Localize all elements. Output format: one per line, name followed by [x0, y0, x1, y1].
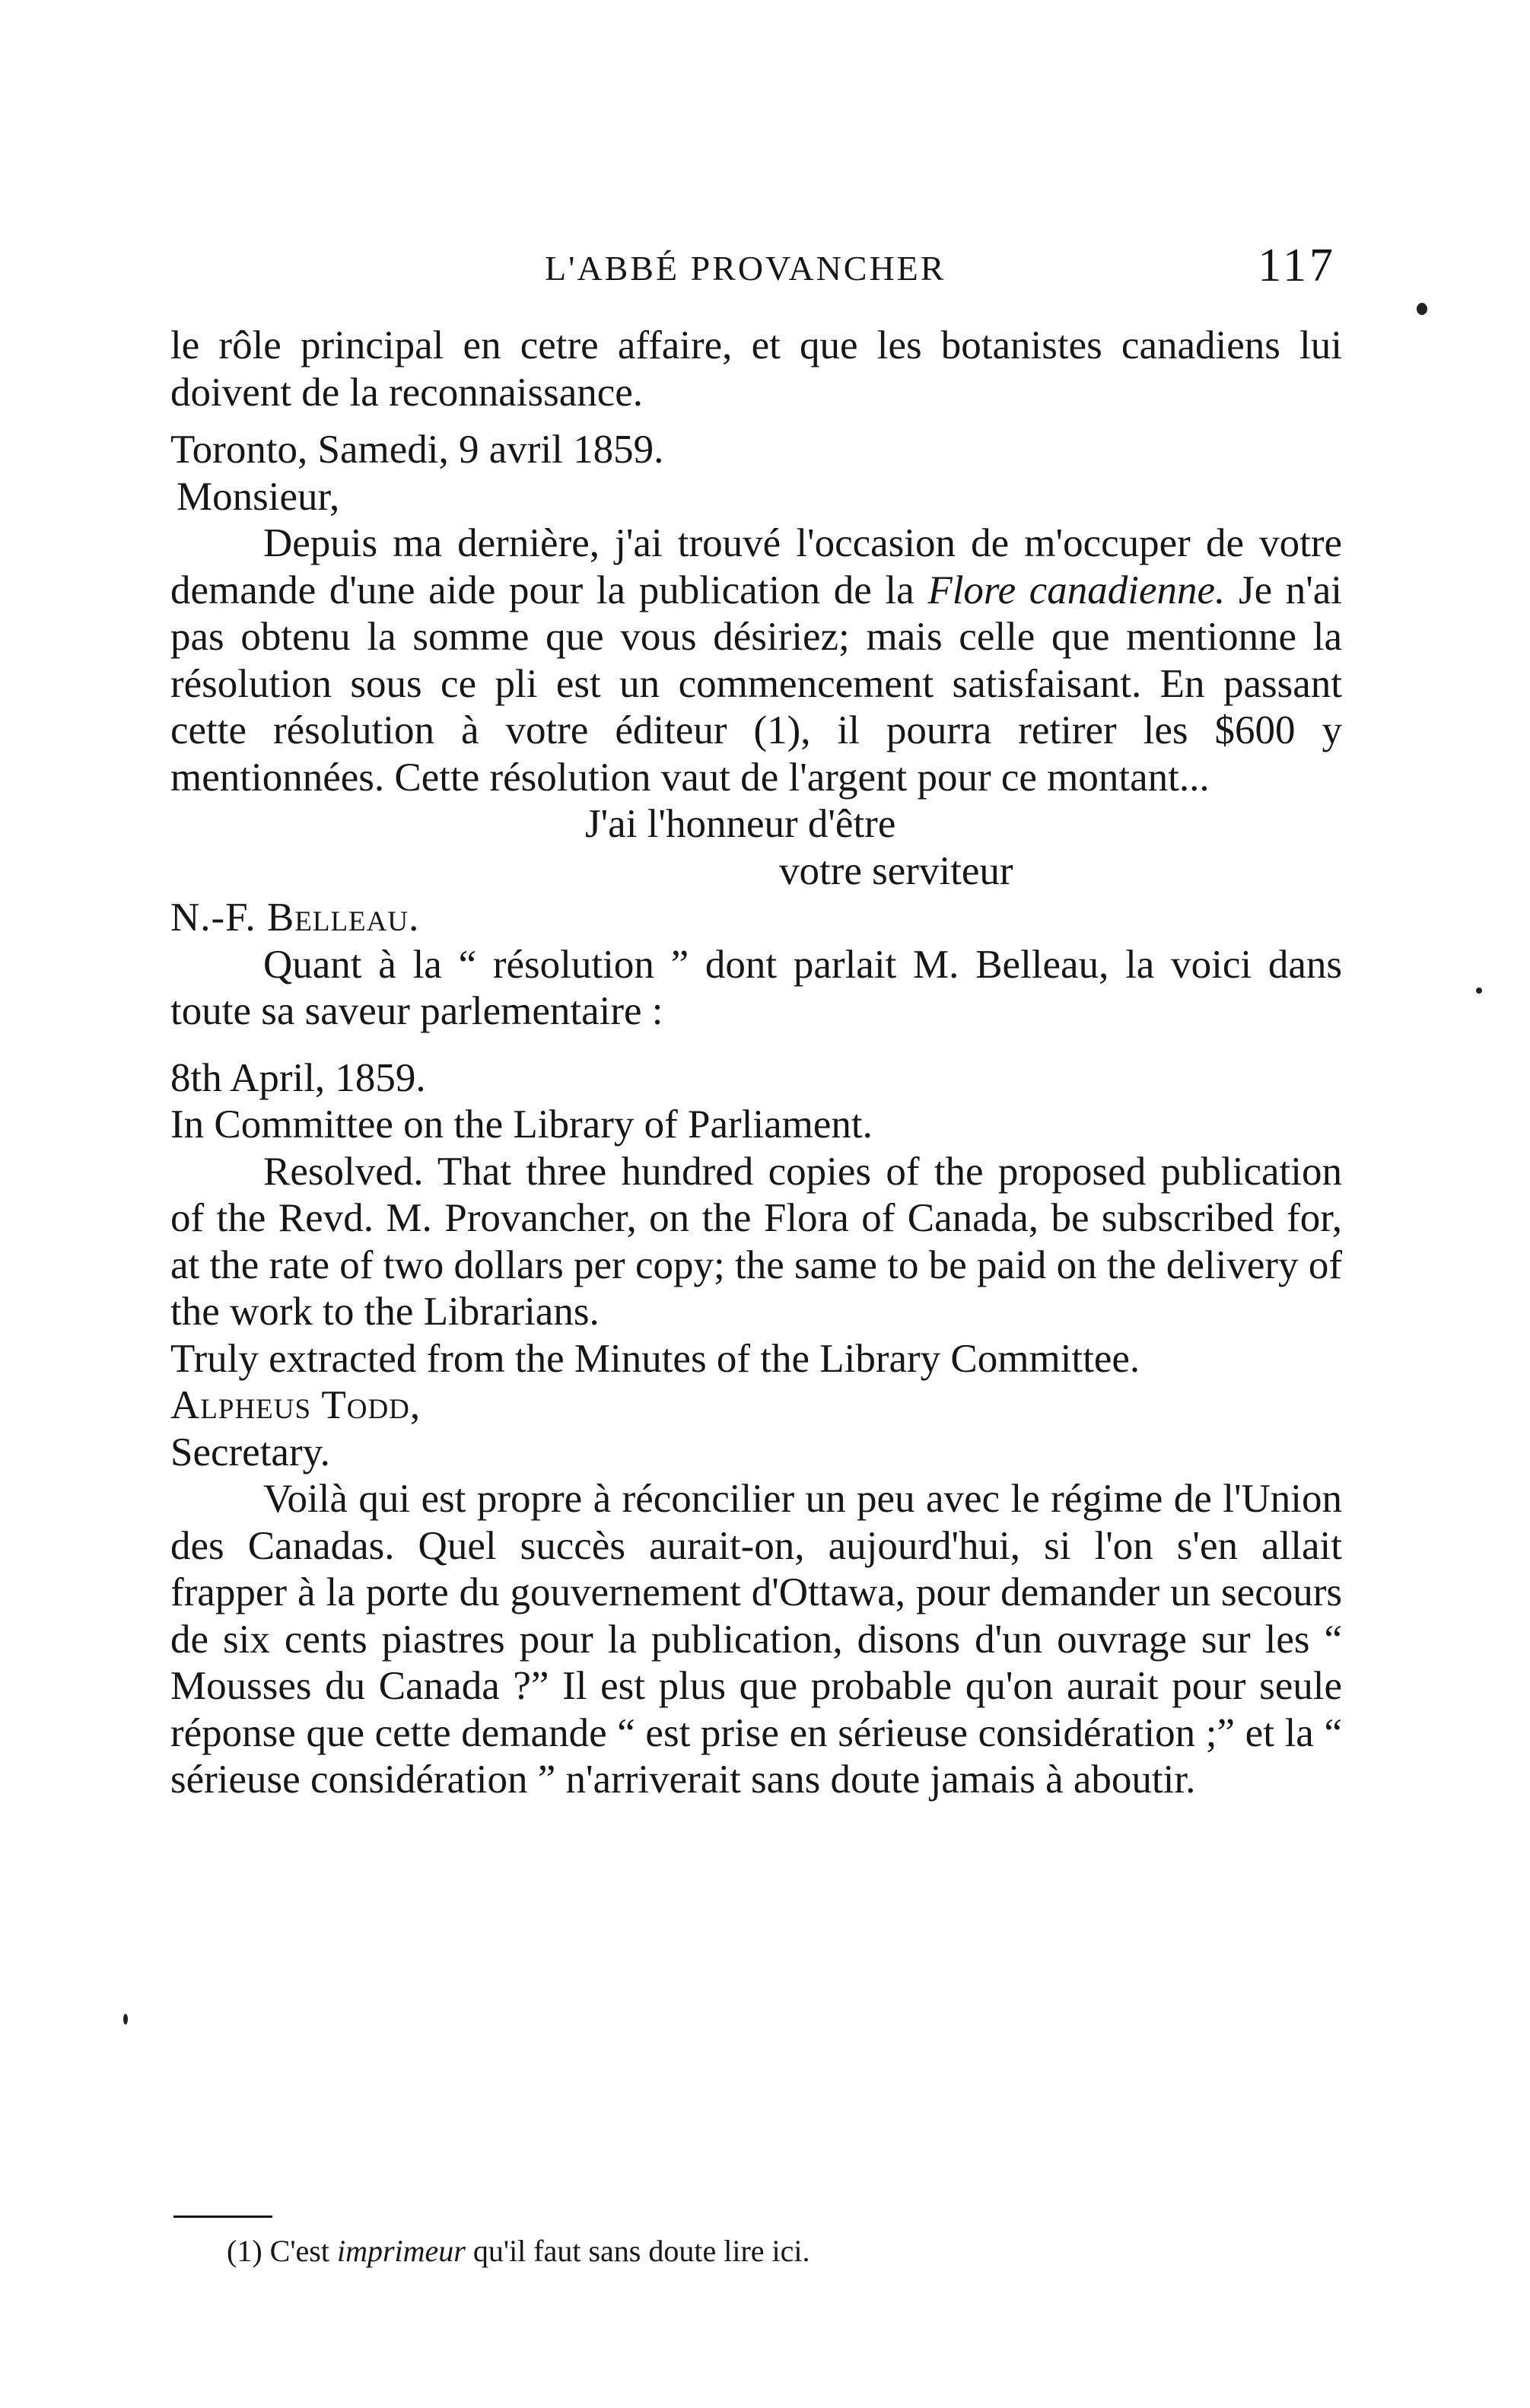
- letter-body-part-2: Je n'ai pas obtenu la somme que vous désiriez; mais celle que mentionne la résolution sous ce pli est un commencement satisfaisant. En passant cette résolution à votre éditeur (1), il pourra retirer les $600 y mentionnées. Cette résolution vaut de l'argent pour ce montant...: [170, 568, 1343, 800]
- letter-signature: N.-F. Belleau.: [170, 895, 420, 940]
- footnote-text-pre: C'est: [269, 2234, 329, 2268]
- footnote-marker: (1): [227, 2234, 262, 2268]
- letter-closing-2: votre serviteur: [779, 848, 1013, 893]
- resolution-date: 8th April, 1859.: [170, 1055, 426, 1100]
- resolution-intro: Quant à la “ résolution ” dont parlait M. Belleau, la voici dans toute sa saveur parlementaire :: [170, 942, 1342, 1033]
- speck-mark: [1476, 988, 1482, 994]
- secretary-title: Secretary.: [170, 1430, 330, 1474]
- committee-line: In Committee on the Library of Parliament.: [170, 1102, 873, 1147]
- letter-salutation: Monsieur,: [177, 474, 340, 519]
- speck-mark: [1417, 303, 1427, 315]
- page-body: [170, 323, 1342, 1804]
- resolution-text: Resolved. That three hundred copies of the proposed publication of the Revd. M. Provancher, on the Flora of Canada, be subscribed for, at the rate of two dollars per copy; the same to be paid on the delivery of the work to the Librarians.: [170, 1149, 1342, 1334]
- final-paragraph: Voilà qui est propre à réconcilier un peu avec le régime de l'Union des Canadas. Quel succès aurait-on, aujourd'hui, si l'on s'en allait frapper à la porte du gouvernement d'Ottawa, pour demander un secours de six cents piastres pour la publication, disons d'un ouvrage sur les “ Mousses du Canada ?” Il est plus que probable qu'on aurait pour seule réponse que cette demande “ est prise en sérieuse considération ;” et la “ sérieuse considération ” n'arriverait sans doute jamais à aboutir.: [170, 1477, 1342, 1802]
- extract-line: Truly extracted from the Minutes of the Library Committee.: [170, 1336, 1140, 1381]
- footnote-rule: [173, 2216, 272, 2218]
- letter-body-part-1: Depuis ma dernière, j'ai trouvé l'occasion de m'occuper de votre demande d'une aide pour la publication de la: [170, 521, 1342, 612]
- footnote-italic-word: imprimeur: [336, 2234, 466, 2268]
- letter-book-title: Flore canadienne.: [927, 568, 1226, 612]
- letter-date: Toronto, Samedi, 9 avril 1859.: [170, 428, 664, 472]
- secretary-name: Alpheus Todd,: [170, 1383, 421, 1427]
- letter-closing-1: J'ai l'honneur d'être: [585, 802, 896, 846]
- opening-paragraph: le rôle principal en cetre affaire, et que les botanistes canadiens lui doivent de la reconnaissance.: [170, 323, 1342, 415]
- speck-mark: [123, 2014, 128, 2025]
- running-head-title: L'ABBÉ PROVANCHER: [545, 249, 946, 288]
- footnote: [227, 2233, 810, 2270]
- letter-body: [170, 520, 1342, 801]
- footnote-text-post: qu'il faut sans doute lire ici.: [472, 2234, 810, 2268]
- page-number: 117: [1258, 240, 1336, 291]
